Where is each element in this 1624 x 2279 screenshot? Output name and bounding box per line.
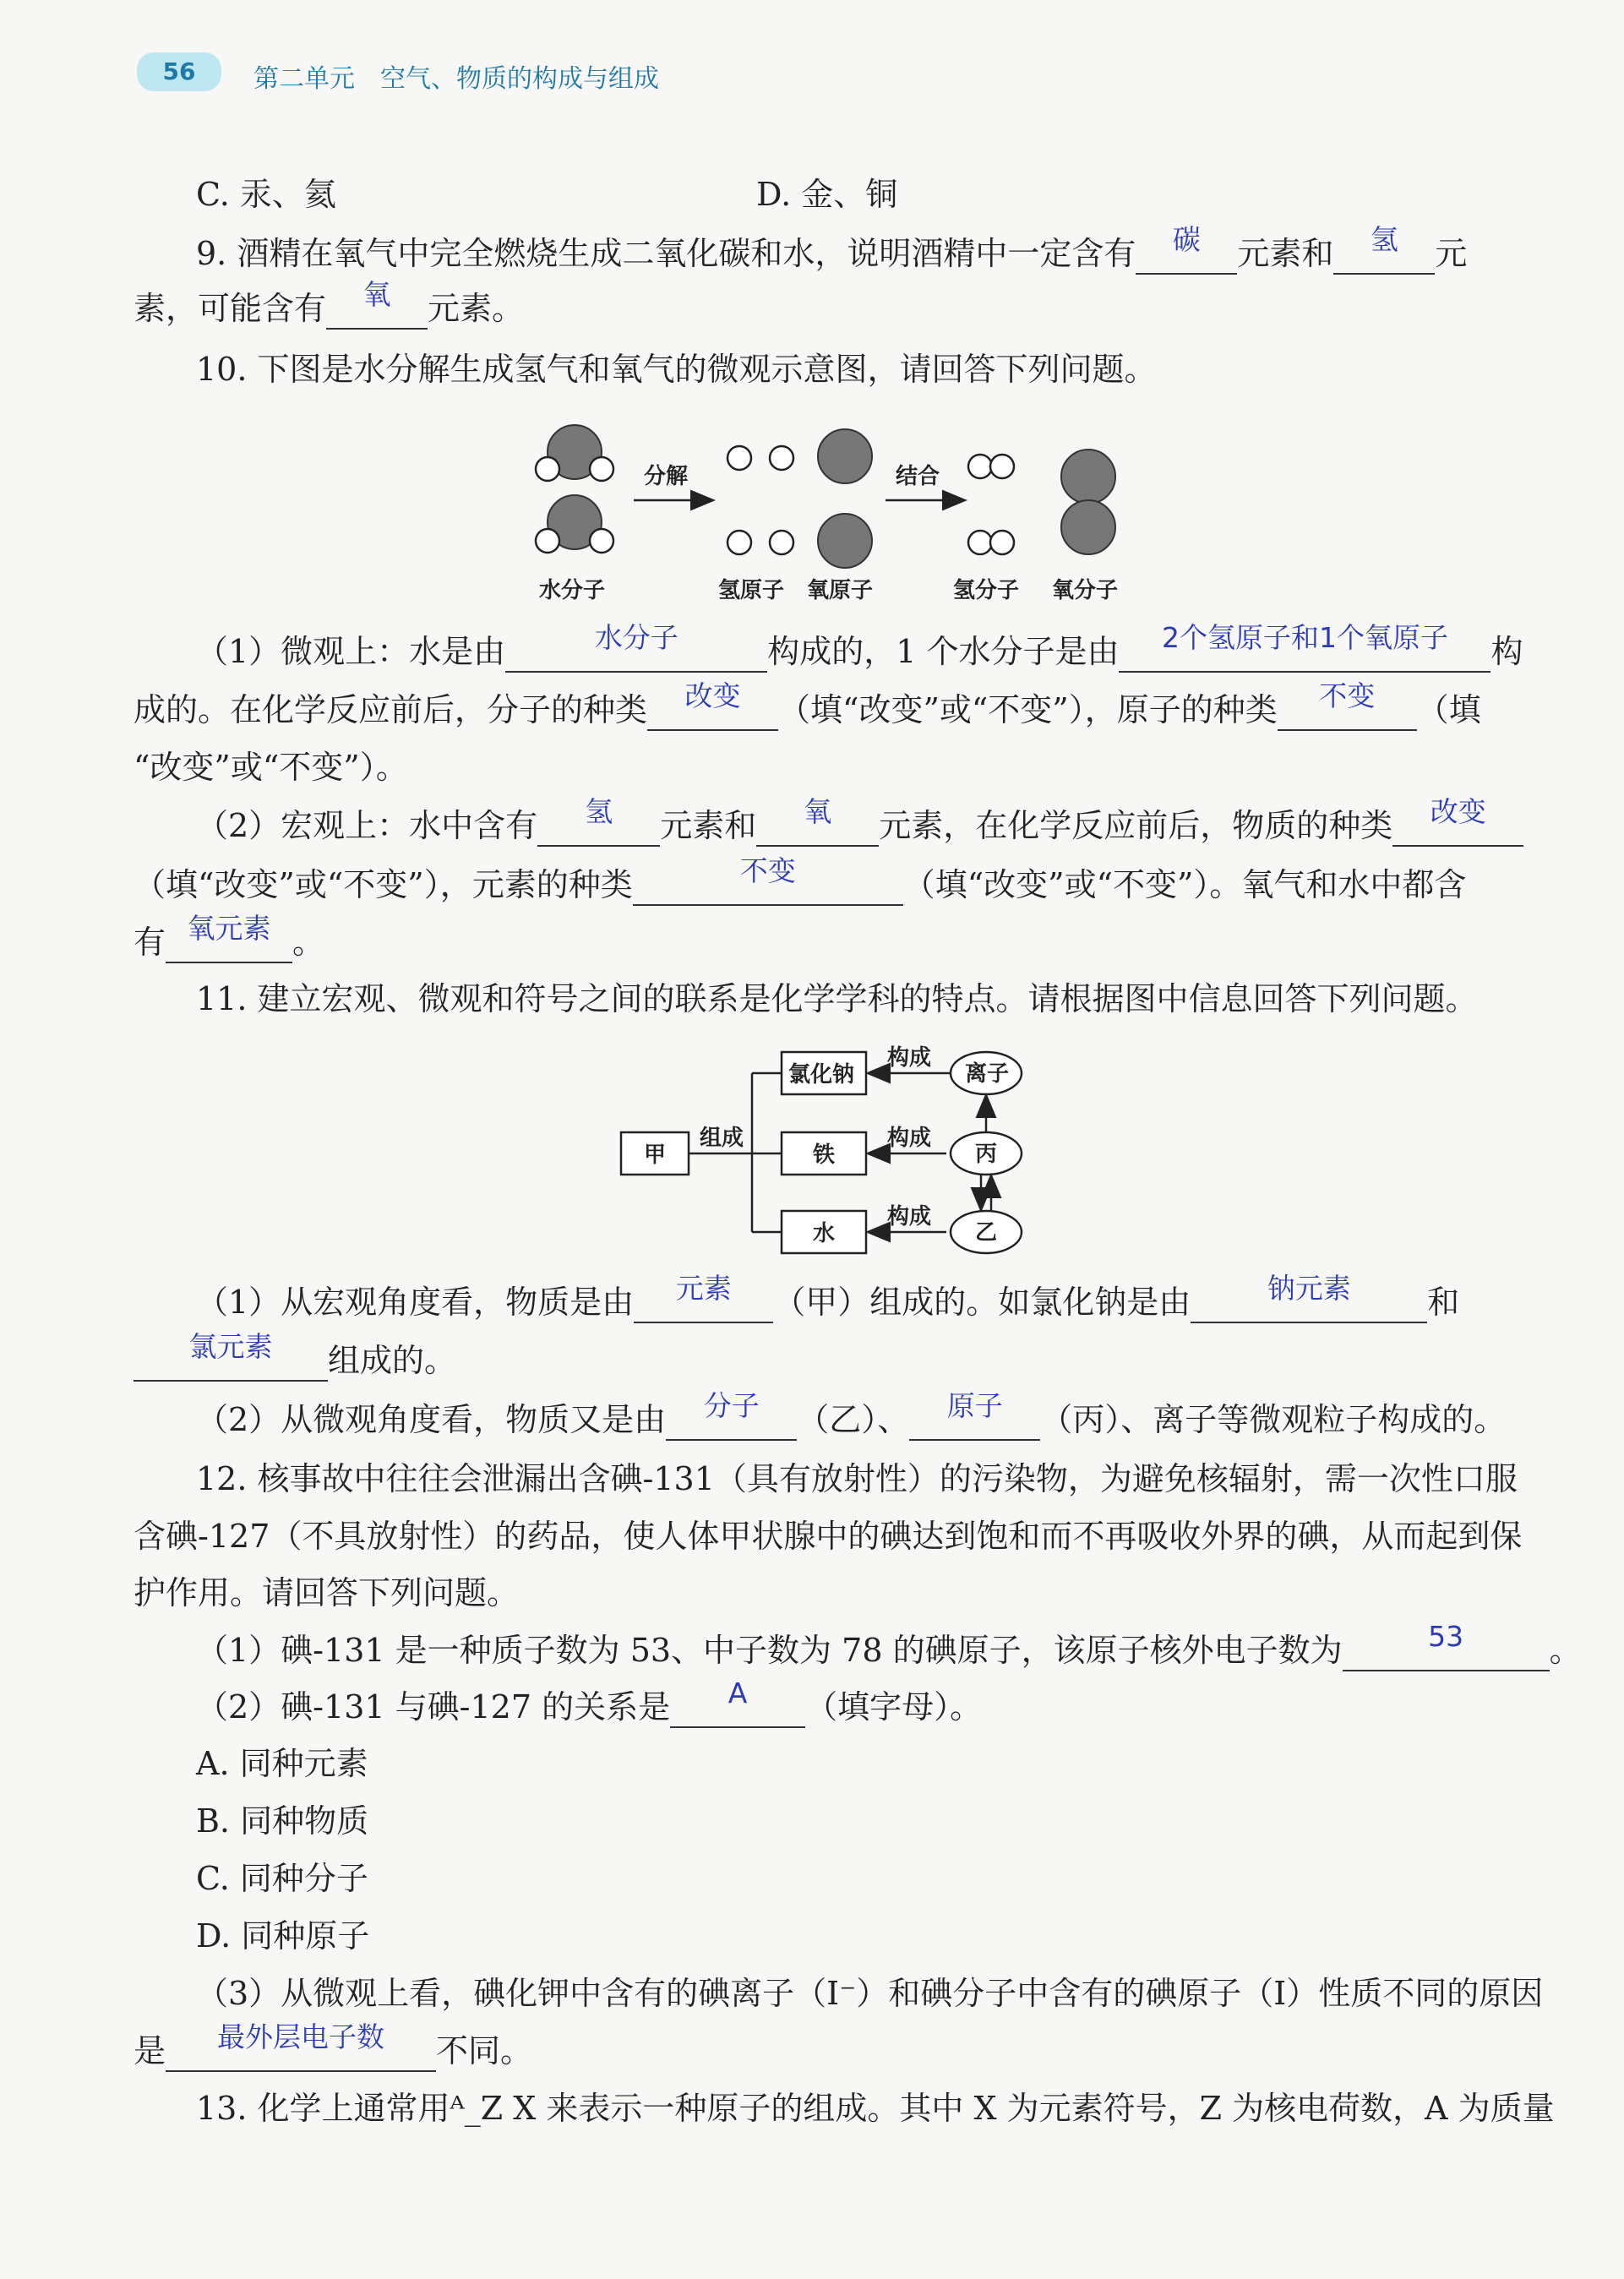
q12-option-d: D. 同种原子 [196,1917,370,1955]
q12-option-b: B. 同种物质 [196,1802,369,1840]
q11-blank-5[interactable]: 原子 [909,1400,1040,1441]
q11-blank-2[interactable]: 钠元素 [1191,1283,1427,1323]
label-hydrogen-molecule: 氢分子 [953,578,1020,603]
q10-p1-line2: 成的。在化学反应前后，分子的种类 改变 （填“改变”或“不变”），原子的种类 不变 （填 [134,689,1481,731]
q12-p3-line1: （3）从微观上看，碘化钾中含有的碘离子（I⁻）和碘分子中含有的碘原子（I）性质不同的原因 [196,1975,1544,2012]
q12-option-c: C. 同种分子 [196,1860,368,1897]
q10-intro: 10. 下图是水分解生成氢气和氧气的微观示意图，请回答下列问题。 [196,351,1157,388]
q9-line1: 9. 酒精在氧气中完全燃烧生成二氧化碳和水，说明酒精中一定含有 碳 元素和 氢 元 [196,232,1467,275]
q10-blank-1[interactable]: 水分子 [505,632,767,673]
q10-blank-3[interactable]: 改变 [647,690,778,731]
q9-blank3[interactable]: 氧 [326,289,428,330]
q12-line1: 12. 核事故中往往会泄漏出含碘-131（具有放射性）的污染物，为避免核辐射，需一次性口服 [196,1460,1518,1497]
page-number: 56 [137,52,221,91]
q12-blank-2[interactable]: A [670,1687,805,1728]
q11-p2-line1: （2）从微观角度看，物质又是由 分子 （乙）、 原子 （丙）、离子等微观粒子构成的。 [196,1398,1506,1441]
water-molecule-bottom [536,495,613,553]
q11-blank-3[interactable]: 氯元素 [134,1341,328,1382]
q12-p1: （1）碘-131 是一种质子数为 53、中子数为 78 的碘原子，该原子核外电子数为 53 。 [196,1629,1582,1671]
label-goucheng-2: 构成 [887,1126,932,1151]
label-jia: 甲 [644,1142,667,1168]
q12-option-a: A. 同种元素 [196,1745,368,1782]
q11-p1-line2: 氯元素 组成的。 [134,1339,456,1382]
q10-p2-line1: （2）宏观上：水中含有 氢 元素和 氧 元素，在化学反应前后，物质的种类 改变 [196,804,1523,847]
q12-line2: 含碘-127（不具放射性）的药品，使人体甲状腺中的碘达到饱和而不再吸收外界的碘，从而起到保 [134,1518,1523,1555]
hydrogen-atoms [728,446,793,554]
water-molecule-top [536,425,613,481]
oxygen-molecule [1061,450,1115,554]
label-water-molecule: 水分子 [539,578,606,603]
label-fe: 铁 [813,1142,836,1168]
water-decomposition-diagram [524,423,1149,617]
q10-p2-line3: 有 氧元素 。 [134,921,324,963]
label-bing: 丙 [975,1142,998,1167]
q8-option-c: C. 汞、氦 [196,176,336,213]
q12-p2: （2）碘-131 与碘-127 的关系是 A （填字母）。 [196,1686,982,1728]
q10-blank-9[interactable]: 氧元素 [166,923,292,963]
label-yi: 乙 [975,1220,998,1246]
unit-title: 第二单元 空气、物质的构成与组成 [253,64,659,94]
label-oxygen-atom: 氧原子 [807,578,874,603]
label-goucheng-1: 构成 [887,1045,932,1071]
composition-diagram [617,1039,1039,1259]
hydrogen-molecules [968,455,1014,554]
step-decompose-label: 分解 [644,464,689,489]
q11-blank-1[interactable]: 元素 [634,1283,773,1323]
label-ion: 离子 [965,1061,1010,1087]
q10-blank-6[interactable]: 氧 [756,806,879,847]
q13-line1: 13. 化学上通常用ᴬ_Z X 来表示一种原子的组成。其中 X 为元素符号，Z 为核电荷数，A 为质量 [196,2090,1555,2127]
q10-blank-4[interactable]: 不变 [1278,690,1417,731]
q10-p2-line2: （填“改变”或“不变”），元素的种类 不变 （填“改变”或“不变”）。氧气和水中都含 [134,864,1466,906]
q9-blank1[interactable]: 碳 [1136,234,1237,275]
q10-blank-2[interactable]: 2个氢原子和1个氧原子 [1119,632,1490,673]
label-hydrogen-atom: 氢原子 [718,578,785,603]
q9-line2: 素，可能含有 氧 元素。 [134,287,524,330]
q11-blank-4[interactable]: 分子 [666,1400,797,1441]
q9-blank2[interactable]: 氢 [1333,234,1435,275]
q12-p3-line2: 是 最外层电子数 不同。 [134,2030,532,2072]
label-goucheng-3: 构成 [887,1204,932,1229]
q10-blank-5[interactable]: 氢 [537,806,660,847]
q12-blank-1[interactable]: 53 [1343,1631,1550,1671]
q12-blank-3[interactable]: 最外层电子数 [166,2031,436,2072]
q11-p1-line1: （1）从宏观角度看，物质是由 元素 （甲）组成的。如氯化钠是由 钠元素 和 [196,1281,1459,1323]
label-oxygen-molecule: 氧分子 [1052,578,1119,603]
label-zucheng: 组成 [700,1126,744,1151]
label-nacl: 氯化钠 [788,1062,855,1088]
q10-blank-7[interactable]: 改变 [1392,806,1523,847]
step-combine-label: 结合 [896,464,940,489]
page-header [0,0,1624,127]
q12-line3: 护作用。请回答下列问题。 [134,1574,520,1611]
q10-p1-line3: “改变”或“不变”）。 [134,749,408,786]
q8-option-d: D. 金、铜 [756,176,898,213]
q10-blank-8[interactable]: 不变 [633,865,903,906]
label-water: 水 [813,1221,836,1246]
oxygen-atoms [818,429,872,568]
q11-intro: 11. 建立宏观、微观和符号之间的联系是化学学科的特点。请根据图中信息回答下列问题。 [196,980,1478,1017]
q10-p1-line1: （1）微观上：水是由 水分子 构成的，1 个水分子是由 2个氢原子和1个氧原子 构 [196,630,1523,673]
